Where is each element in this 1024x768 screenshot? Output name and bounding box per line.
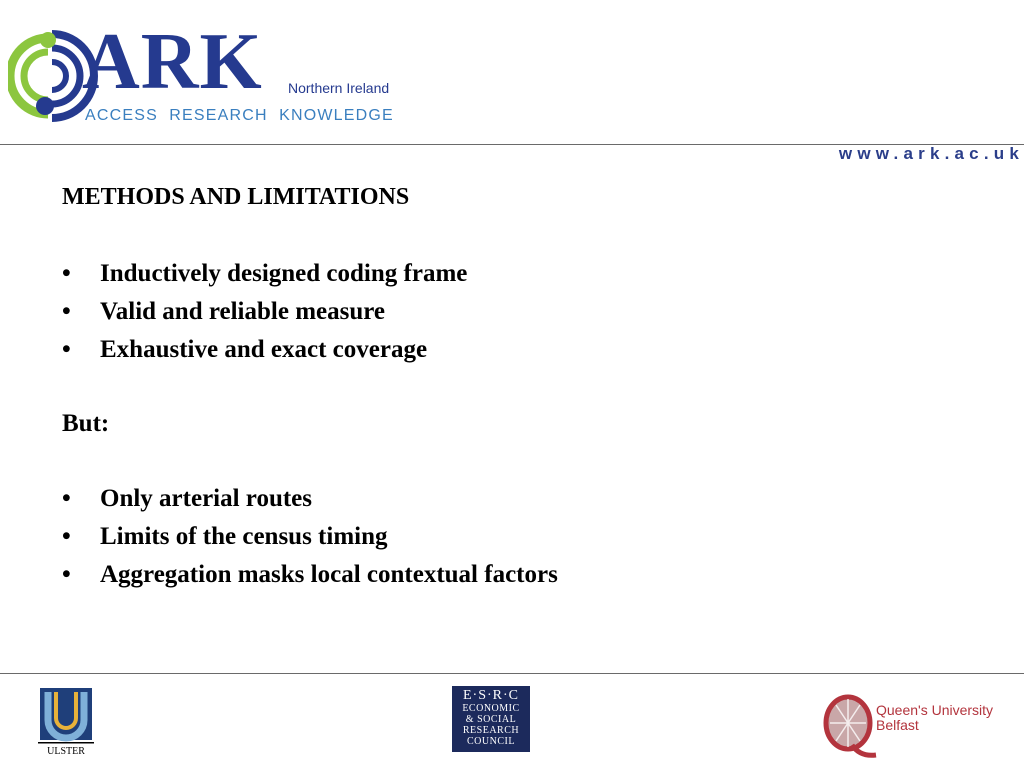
limitations-list bbox=[62, 484, 558, 598]
list-item bbox=[62, 522, 558, 560]
bullet-icon: • bbox=[62, 298, 71, 325]
ulster-logo-text: ULSTER bbox=[47, 746, 85, 757]
ark-logo-word: ARK bbox=[82, 18, 263, 106]
ulster-logo-icon bbox=[38, 686, 94, 758]
bullet-icon: • bbox=[62, 485, 71, 512]
list-item-text: Aggregation masks local contextual factors bbox=[100, 561, 558, 588]
list-item-text: Inductively designed coding frame bbox=[100, 260, 468, 287]
qub-logo-line1: Queen's University bbox=[876, 702, 994, 718]
list-item bbox=[62, 560, 558, 598]
list-item-text: Only arterial routes bbox=[100, 485, 312, 512]
list-item-text: Exhaustive and exact coverage bbox=[100, 336, 428, 363]
qub-logo-text bbox=[876, 703, 993, 733]
list-item bbox=[62, 484, 558, 522]
esrc-logo-line: RESEARCH bbox=[462, 725, 520, 736]
footer-divider bbox=[0, 673, 1024, 674]
list-item bbox=[62, 297, 467, 335]
list-item bbox=[62, 335, 467, 373]
list-item bbox=[62, 259, 467, 297]
but-label: But: bbox=[62, 410, 110, 437]
esrc-logo-line: ECONOMIC bbox=[462, 703, 520, 714]
ark-logo-tagline: ACCESS RESEARCH KNOWLEDGE bbox=[85, 107, 394, 124]
esrc-logo bbox=[452, 686, 530, 752]
bullet-icon: • bbox=[62, 523, 71, 550]
esrc-logo-line: & SOCIAL bbox=[465, 714, 517, 725]
qub-logo-line2: Belfast bbox=[876, 717, 919, 733]
qub-logo-icon bbox=[822, 693, 880, 761]
bullet-icon: • bbox=[62, 561, 71, 588]
slide-title: METHODS AND LIMITATIONS bbox=[62, 184, 410, 210]
esrc-logo-line: COUNCIL bbox=[467, 736, 515, 747]
bullet-icon: • bbox=[62, 336, 71, 363]
website-url: www.ark.ac.uk bbox=[838, 144, 1024, 163]
bullet-icon: • bbox=[62, 260, 71, 287]
list-item-text: Limits of the census timing bbox=[100, 523, 388, 550]
esrc-logo-title: E·S·R·C bbox=[463, 688, 519, 703]
strengths-list bbox=[62, 259, 467, 373]
ark-logo-region: Northern Ireland bbox=[288, 80, 390, 96]
list-item-text: Valid and reliable measure bbox=[100, 298, 385, 325]
